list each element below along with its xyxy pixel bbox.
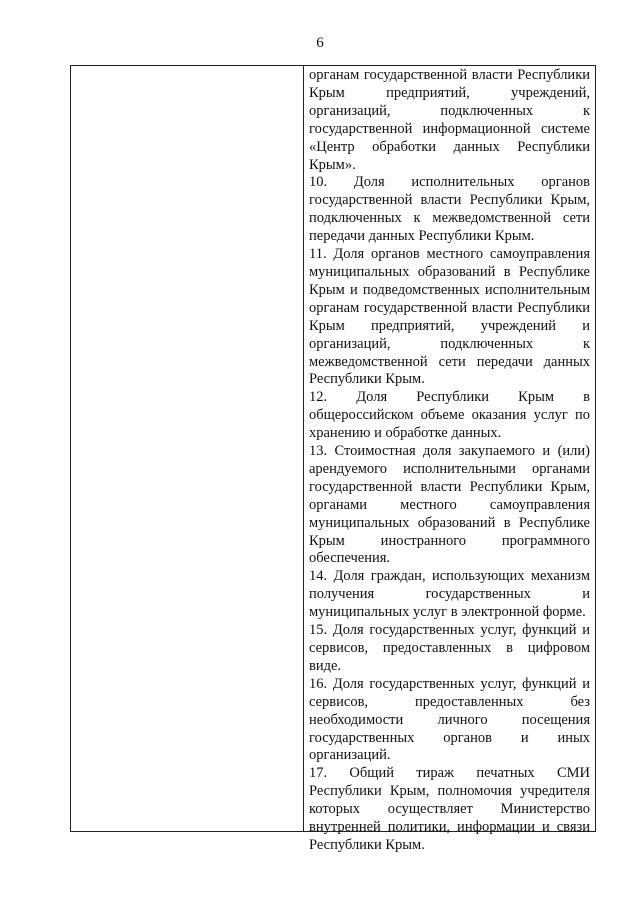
indicator-paragraph-16: 16. Доля государственных услуг, функций и сервисов, предоставленных без необходимости личного посещения государственных органов и иных организаций. [309, 675, 590, 764]
table-right-cell [304, 66, 595, 853]
indicator-paragraph-10: 10. Доля исполнительных органов государственной власти Республики Крым, подключенных к межведомственной сети передачи данных Республики Крым. [309, 174, 590, 245]
indicator-paragraph-13: 13. Стоимостная доля закупаемого и (или) арендуемого исполнительными органами государственной власти Республики Крым, органами местного самоуправления муниципальных образований в Республике Крым иностранного программного обеспечения. [309, 443, 590, 567]
indicator-paragraph-14: 14. Доля граждан, использующих механизм получения государственных и муниципальных услуг в электронной форме. [309, 568, 590, 621]
indicator-paragraph-17: 17. Общий тираж печатных СМИ Республики Крым, полномочия учредителя которых осуществляет Министерство внутренней политики, информации и связи Республики Крым. [309, 765, 590, 853]
indicator-table [70, 65, 596, 853]
indicator-paragraph-continued: органам государственной власти Республики Крым предприятий, учреждений, организаций, подключенных к государственной информационной системе «Центр обработки данных Республики Крым». [309, 67, 590, 173]
indicator-paragraph-11: 11. Доля органов местного самоуправления муниципальных образований в Республике Крым и подведомственных исполнительным органам государственной власти Республики Крым предприятий, учреждений и организаций, подключенных к межведомственной сети передачи данных Республики Крым. [309, 246, 590, 388]
table-left-cell [71, 66, 304, 831]
page-number: 6 [316, 35, 324, 51]
indicator-paragraph-12: 12. Доля Республики Крым в общероссийском объеме оказания услуг по хранению и обработке данных. [309, 389, 590, 442]
indicator-paragraph-15: 15. Доля государственных услуг, функций и сервисов, предоставленных в цифровом виде. [309, 622, 590, 674]
